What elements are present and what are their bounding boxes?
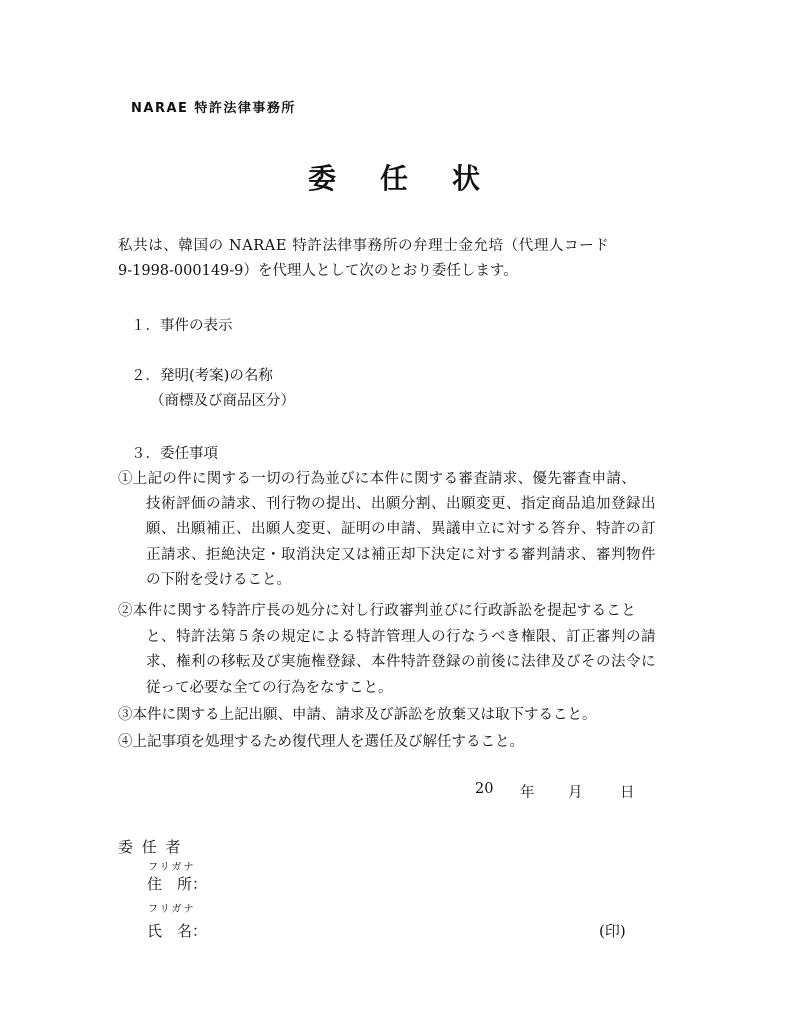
date-day-label: 日 [620, 785, 635, 801]
intro-line-2: 9-1998-000149-9）を代理人として次のとおり委任します。 [118, 263, 518, 279]
name-label: 氏 名： [147, 922, 208, 940]
delegation-item-2-line-3: 求、権利の移転及び実施権登録、本件特許登録の前後に法律及びその法令に [146, 654, 656, 670]
section-invention-subtitle: （商標及び商品区分） [150, 393, 295, 409]
delegation-item-1-line-5: の下附を受けること。 [146, 572, 291, 588]
intro-line-1: 私共は、韓国の NARAE 特許法律事務所の弁理士金允培（代理人コード [118, 238, 610, 254]
signatory-heading: 委 任 者 [118, 838, 183, 856]
delegation-item-1-line-3: 願、出願補正、出願人変更、証明の申請、異議申立に対する答弁、特許の訂 [146, 521, 656, 537]
title-char-2: 任 [379, 162, 410, 195]
date-year-label: 年 [520, 785, 535, 801]
title-char-3: 状 [452, 162, 483, 195]
seal-mark: (印) [599, 922, 626, 940]
delegation-item-1-line-2: 技術評価の請求、刊行物の提出、出願分割、出願変更、指定商品追加登録出 [146, 496, 656, 512]
firm-name: NARAE 特許法律事務所 [131, 101, 296, 116]
delegation-item-4-line-1: ④上記事項を処理するため復代理人を選任及び解任すること。 [118, 734, 524, 750]
section-case-display: １．事件の表示 [131, 318, 233, 334]
delegation-item-1-line-4: 正請求、拒絶決定・取消決定又は補正却下決定に対する審判請求、審判物件 [146, 547, 656, 563]
delegation-item-3-line-1: ③本件に関する上記出願、申請、請求及び訴訟を放棄又は取下すること。 [118, 707, 597, 723]
document-title [0, 157, 790, 197]
furigana-label-1: フリガナ [148, 862, 196, 873]
delegation-item-2-line-4: 従って必要な全ての行為をなすこと。 [146, 680, 393, 696]
date-era: 20 [475, 781, 494, 797]
address-label: 住 所： [147, 875, 208, 893]
delegation-item-2-line-2: と、特許法第５条の規定による特許管理人の行なうべき権限、訂正審判の請 [146, 629, 656, 645]
delegation-item-2-line-1: ②本件に関する特許庁長の処分に対し行政審判並びに行政訴訟を提起すること [118, 603, 636, 619]
section-invention-name: ２．発明(考案)の名称 [131, 368, 273, 384]
date-month-label: 月 [568, 785, 583, 801]
furigana-label-2: フリガナ [148, 904, 196, 915]
section-delegated-matters: ３．委任事項 [131, 446, 218, 462]
title-char-1: 委 [307, 162, 338, 195]
delegation-item-1-line-1: ①上記の件に関する一切の行為並びに本件に関する審査請求、優先審査申請、 [118, 471, 636, 487]
